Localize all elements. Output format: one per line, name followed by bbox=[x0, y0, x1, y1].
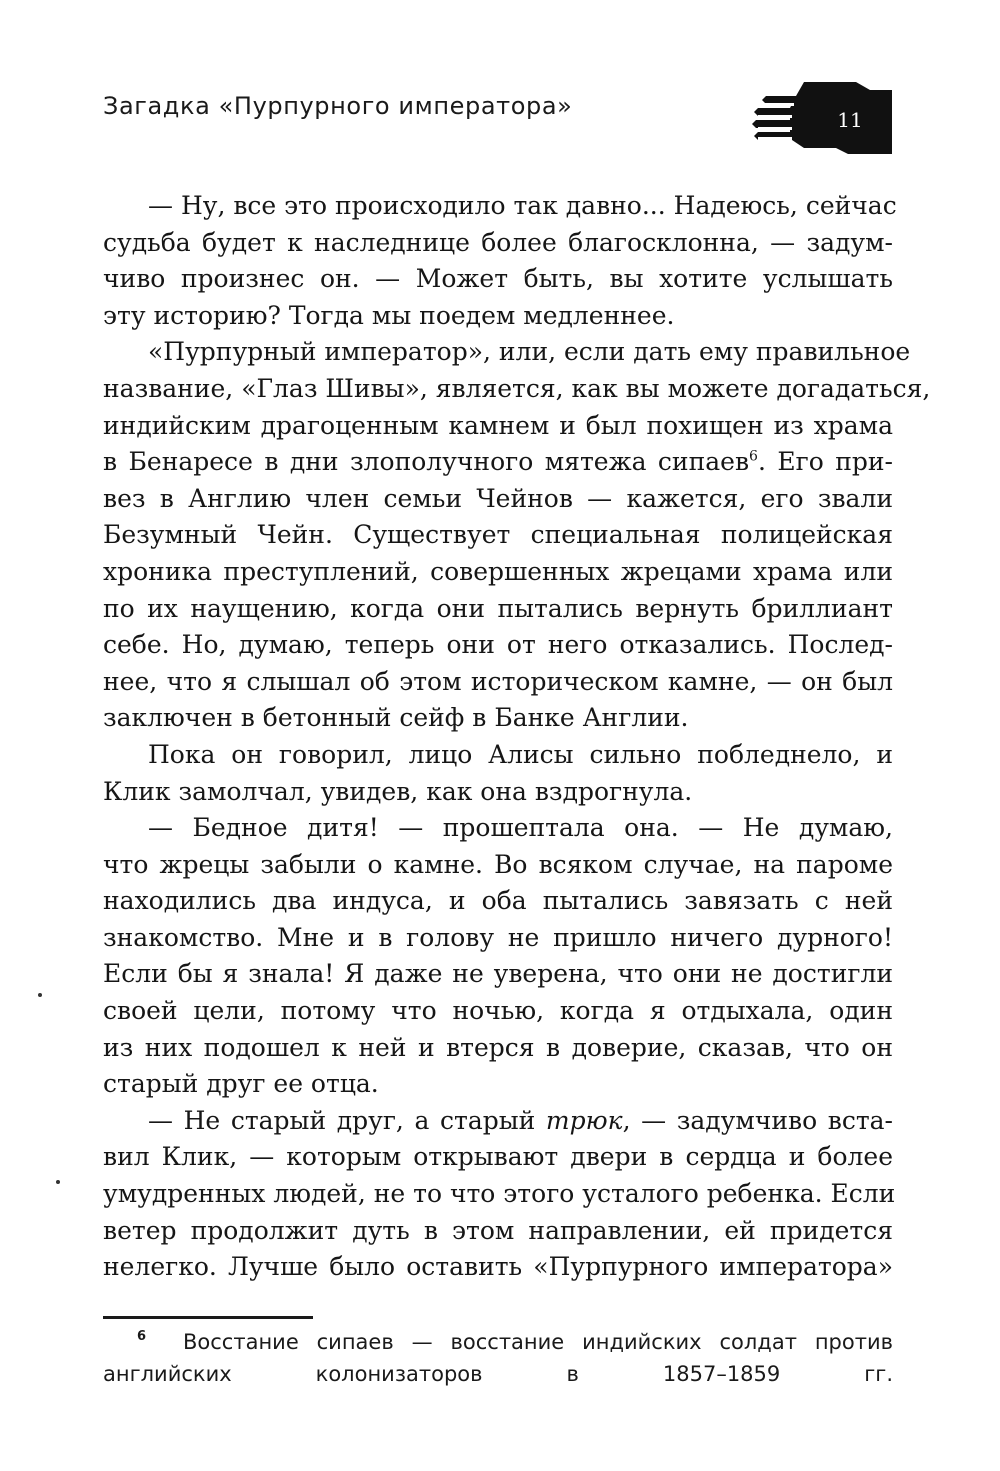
text-line: Пока он говорил, лицо Алисы сильно побледнело, и bbox=[148, 739, 893, 769]
text-line: чиво произнес он. — Может быть, вы хотите услышать bbox=[103, 264, 893, 294]
text-line: заключен в бетонный сейф в Банке Англии. bbox=[103, 703, 689, 733]
running-title: Загадка «Пурпурного императора» bbox=[103, 92, 573, 120]
footnote-number: 6 bbox=[137, 1329, 147, 1344]
text-line: Безумный Чейн. Существует специальная полицейская bbox=[103, 520, 893, 550]
text-line: вил Клик, — которым открывают двери в сердца и более bbox=[103, 1142, 893, 1172]
footnote-line: 6 Восстание сипаев — восстание индийских солдат против bbox=[103, 1326, 893, 1358]
text-line: по их наущению, когда они пытались вернуть бриллиант bbox=[103, 593, 893, 623]
text-line: судьба будет к наследнице более благосклонна, — задум- bbox=[103, 227, 893, 257]
text-line: ветер продолжит дуть в этом направлении, ей придется bbox=[103, 1215, 893, 1245]
text-line: Клик замолчал, увидев, как она вздрогнула. bbox=[103, 776, 693, 806]
text-line: знакомство. Мне и в голову не пришло ничего дурного! bbox=[103, 922, 893, 952]
text-line: эту историю? Тогда мы поедем медленнее. bbox=[103, 300, 675, 330]
page-number-tab bbox=[752, 78, 894, 160]
text-line: старый друг ее отца. bbox=[103, 1069, 379, 1099]
text-line: себе. Но, думаю, теперь они от него отказались. Послед- bbox=[103, 630, 893, 660]
text-line: в Бенаресе в дни злополучного мятежа сипаев$^6$. Его при- bbox=[103, 447, 893, 477]
text-line: индийским драгоценным камнем и был похищен из храма bbox=[103, 410, 893, 440]
text-line: что жрецы забыли о камне. Во всяком случае, на пароме bbox=[103, 849, 893, 879]
paragraph-3 bbox=[103, 737, 893, 810]
paragraph-2 bbox=[103, 334, 931, 737]
text-line: из них подошел к ней и втерся в доверие, сказав, что он bbox=[103, 1032, 893, 1062]
hand-icon bbox=[752, 78, 894, 160]
print-speck bbox=[56, 1180, 60, 1184]
text-line: умудренных людей, не то что этого усталого ребенка. Если bbox=[103, 1179, 896, 1209]
text-line: — Ну, все это происходило так давно... Надеюсь, сейчас bbox=[148, 191, 897, 220]
text-line: «Пурпурный император», или, если дать ему правильное bbox=[148, 337, 911, 367]
print-speck bbox=[38, 993, 42, 997]
footnote-divider bbox=[103, 1316, 313, 1319]
page-number: 11 bbox=[837, 108, 863, 132]
footnote bbox=[103, 1326, 893, 1390]
footnote-reference[interactable]: 6 bbox=[749, 448, 758, 465]
text-line: Если бы я знала! Я даже не уверена, что они не достигли bbox=[103, 959, 893, 989]
footnote-line: английских колонизаторов в 1857–1859 гг. bbox=[103, 1362, 893, 1386]
text-line: нее, что я слышал об этом историческом камне, — он был bbox=[103, 666, 893, 696]
text-line: хроника преступлений, совершенных жрецами храма или bbox=[103, 556, 893, 586]
paragraph-1 bbox=[103, 188, 897, 334]
text-line: нелегко. Лучше было оставить «Пурпурного императора» bbox=[103, 1252, 893, 1282]
text-line: вез в Англию член семьи Чейнов — кажется, его звали bbox=[103, 483, 893, 513]
text-line: — Не старый друг, а старый трюк, — задумчиво вста- bbox=[148, 1105, 893, 1135]
text-line: находились два индуса, и оба пытались завязать с ней bbox=[103, 886, 893, 916]
text-line: название, «Глаз Шивы», является, как вы можете догадаться, bbox=[103, 373, 931, 403]
paragraph-4 bbox=[103, 810, 893, 1103]
text-line: своей цели, потому что ночью, когда я отдыхала, один bbox=[103, 996, 893, 1026]
body-text bbox=[103, 188, 931, 1286]
italic-word: трюк bbox=[545, 1105, 623, 1135]
text-line: — Бедное дитя! — прошептала она. — Не думаю, bbox=[148, 813, 893, 843]
paragraph-5 bbox=[103, 1103, 896, 1286]
